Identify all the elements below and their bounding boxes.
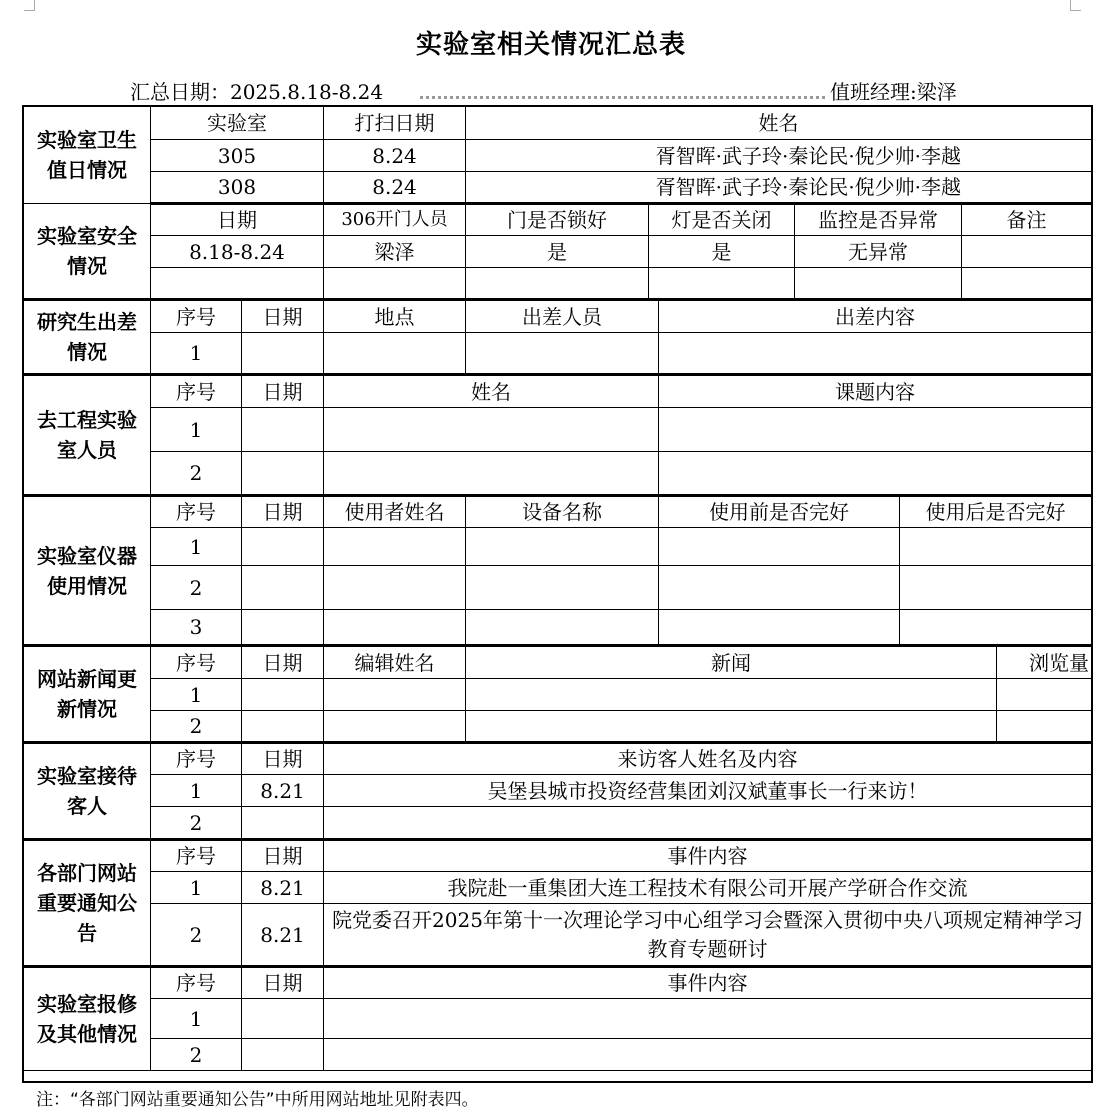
table-cell: [324, 268, 466, 300]
table-cell: [324, 566, 466, 610]
table-cell: 1: [151, 775, 242, 807]
table-cell: [997, 679, 1092, 711]
table-cell: 8.21: [242, 775, 324, 807]
section-notices: 各部门网站重要通知公告: [24, 840, 151, 967]
crop-mark-top-left: [24, 0, 35, 11]
table-header: 打扫日期: [324, 107, 466, 140]
table-row: [24, 333, 1092, 375]
table-row: [24, 610, 1092, 646]
table-header: 日期: [242, 300, 324, 333]
table-cell: 2: [151, 566, 242, 610]
table-header: 门是否锁好: [466, 204, 649, 236]
notices-header-row: [24, 840, 1092, 872]
table-cell: [242, 333, 324, 375]
table-header: 序号: [151, 646, 242, 679]
table-header: 姓名: [466, 107, 1092, 140]
table-cell: [466, 566, 659, 610]
page-title: 实验室相关情况汇总表: [415, 30, 686, 60]
table-row: [24, 872, 1092, 904]
table-cell: 3: [151, 610, 242, 646]
table-header: 出差内容: [659, 300, 1092, 333]
table-cell: 305: [151, 140, 324, 172]
table-cell: [242, 1039, 324, 1071]
table-cell: [324, 1039, 1092, 1071]
table-cell: [324, 333, 466, 375]
table-cell: 无异常: [795, 236, 962, 268]
table-row: [24, 679, 1092, 711]
table-cell: [324, 408, 659, 452]
section-engineering: 去工程实验室人员: [24, 375, 151, 496]
table-header: 日期: [242, 967, 324, 999]
table-cell: [466, 268, 649, 300]
section-visitors: 实验室接待客人: [24, 743, 151, 840]
table-cell: [242, 452, 324, 496]
table-cell: [466, 679, 997, 711]
table-header: 课题内容: [659, 375, 1092, 408]
table-header: 日期: [242, 840, 324, 872]
table-header: 备注: [962, 204, 1092, 236]
table-header: 编辑姓名: [324, 646, 466, 679]
table-header: 姓名: [324, 375, 659, 408]
table-cell: [466, 610, 659, 646]
table-cell: [659, 333, 1092, 375]
table-cell: [659, 408, 1092, 452]
summary-table: [23, 106, 1092, 1071]
table-cell: 1: [151, 333, 242, 375]
hygiene-header-row: [24, 107, 1092, 140]
table-header: 事件内容: [324, 967, 1092, 999]
table-header: 306开门人员: [324, 204, 466, 236]
table-cell: 8.18-8.24: [151, 236, 324, 268]
table-row: [24, 236, 1092, 268]
table-cell: [900, 528, 1092, 566]
table-cell: [659, 610, 900, 646]
table-header: 日期: [242, 375, 324, 408]
table-cell: 1: [151, 872, 242, 904]
crop-mark-top-right: [1070, 0, 1081, 11]
table-row: [24, 775, 1092, 807]
table-cell: 胥智晖·武子玲·秦论民·倪少帅·李越: [466, 140, 1092, 172]
table-cell: 1: [151, 999, 242, 1039]
table-cell: [324, 528, 466, 566]
table-cell: [649, 268, 795, 300]
table-header: 使用者姓名: [324, 496, 466, 528]
table-cell: [324, 711, 466, 743]
instrument-header-row: [24, 496, 1092, 528]
table-cell: [466, 711, 997, 743]
table-cell: [324, 610, 466, 646]
table-cell: 我院赴一重集团大连工程技术有限公司开展产学研合作交流: [324, 872, 1092, 904]
table-cell: 1: [151, 408, 242, 452]
table-header: 日期: [151, 204, 324, 236]
table-header: 浏览量: [997, 646, 1092, 679]
table-cell: [962, 268, 1092, 300]
table-row: [24, 140, 1092, 172]
table-row: [24, 904, 1092, 967]
table-cell: 2: [151, 904, 242, 967]
table-cell: 胥智晖·武子玲·秦论民·倪少帅·李越: [466, 172, 1092, 204]
table-cell: [242, 711, 324, 743]
table-cell: 是: [649, 236, 795, 268]
table-row: [24, 172, 1092, 204]
table-cell: [242, 807, 324, 840]
engineering-header-row: [24, 375, 1092, 408]
table-cell: [795, 268, 962, 300]
table-header: 日期: [242, 743, 324, 775]
table-cell: [242, 566, 324, 610]
table-cell: 吴堡县城市投资经营集团刘汉斌董事长一行来访！: [324, 775, 1092, 807]
table-cell: [900, 610, 1092, 646]
table-cell: [659, 566, 900, 610]
table-cell: 梁泽: [324, 236, 466, 268]
table-header: 使用前是否完好: [659, 496, 900, 528]
table-header: 序号: [151, 375, 242, 408]
table-header: 日期: [242, 496, 324, 528]
table-header: 地点: [324, 300, 466, 333]
table-row: [24, 1039, 1092, 1071]
table-row: [24, 268, 1092, 300]
table-header: 序号: [151, 840, 242, 872]
table-cell: [242, 408, 324, 452]
footnote: 注：“各部门网站重要通知公告”中所用网站地址见附表四。: [36, 1090, 479, 1110]
table-cell: [659, 528, 900, 566]
table-cell: 2: [151, 452, 242, 496]
table-cell: [962, 236, 1092, 268]
table-cell: 1: [151, 679, 242, 711]
table-cell: 2: [151, 711, 242, 743]
table-header: 事件内容: [324, 840, 1092, 872]
table-cell: [242, 528, 324, 566]
table-row: [24, 711, 1092, 743]
table-header: 序号: [151, 967, 242, 999]
table-cell: 2: [151, 1039, 242, 1071]
table-header: 灯是否关闭: [649, 204, 795, 236]
table-cell: [324, 807, 1092, 840]
section-safety: 实验室安全情况: [24, 204, 151, 300]
table-cell: [466, 528, 659, 566]
table-header: 序号: [151, 300, 242, 333]
table-cell: [324, 452, 659, 496]
visitors-header-row: [24, 743, 1092, 775]
trip-header-row: [24, 300, 1092, 333]
table-cell: [242, 610, 324, 646]
table-header: 出差人员: [466, 300, 659, 333]
repair-header-row: [24, 967, 1092, 999]
table-cell: 1: [151, 528, 242, 566]
table-cell: 8.24: [324, 140, 466, 172]
table-cell: [659, 452, 1092, 496]
summary-date: 汇总日期：2025.8.18-8.24: [130, 80, 384, 104]
table-cell: 8.24: [324, 172, 466, 204]
table-cell: [151, 268, 324, 300]
section-trip: 研究生出差情况: [24, 300, 151, 375]
section-repair: 实验室报修及其他情况: [24, 967, 151, 1071]
table-row: [24, 566, 1092, 610]
table-header: 使用后是否完好: [900, 496, 1092, 528]
section-instrument: 实验室仪器使用情况: [24, 496, 151, 646]
table-cell: [324, 679, 466, 711]
table-header: 设备名称: [466, 496, 659, 528]
table-cell: [242, 679, 324, 711]
table-cell: [997, 711, 1092, 743]
table-cell: [324, 999, 1092, 1039]
table-cell: 2: [151, 807, 242, 840]
dotted-leader: [420, 76, 825, 99]
duty-manager: 值班经理:梁泽: [830, 80, 957, 104]
table-cell: 8.21: [242, 904, 324, 967]
table-header: 序号: [151, 743, 242, 775]
section-hygiene: 实验室卫生值日情况: [24, 107, 151, 204]
table-cell: 是: [466, 236, 649, 268]
table-cell: [242, 999, 324, 1039]
table-header: 来访客人姓名及内容: [324, 743, 1092, 775]
table-cell: 院党委召开2025年第十一次理论学习中心组学习会暨深入贯彻中央八项规定精神学习教育专题研讨: [324, 904, 1092, 967]
table-row: [24, 999, 1092, 1039]
table-cell: [466, 333, 659, 375]
table-header: 监控是否异常: [795, 204, 962, 236]
section-news: 网站新闻更新情况: [24, 646, 151, 743]
table-row: [24, 807, 1092, 840]
table-cell: [900, 566, 1092, 610]
table-header: 日期: [242, 646, 324, 679]
safety-header-row: [24, 204, 1092, 236]
table-row: [24, 452, 1092, 496]
table-row: [24, 528, 1092, 566]
table-cell: 308: [151, 172, 324, 204]
table-row: [24, 408, 1092, 452]
table-header: 序号: [151, 496, 242, 528]
table-header: 新闻: [466, 646, 997, 679]
news-header-row: [24, 646, 1092, 679]
table-header: 实验室: [151, 107, 324, 140]
table-cell: 8.21: [242, 872, 324, 904]
